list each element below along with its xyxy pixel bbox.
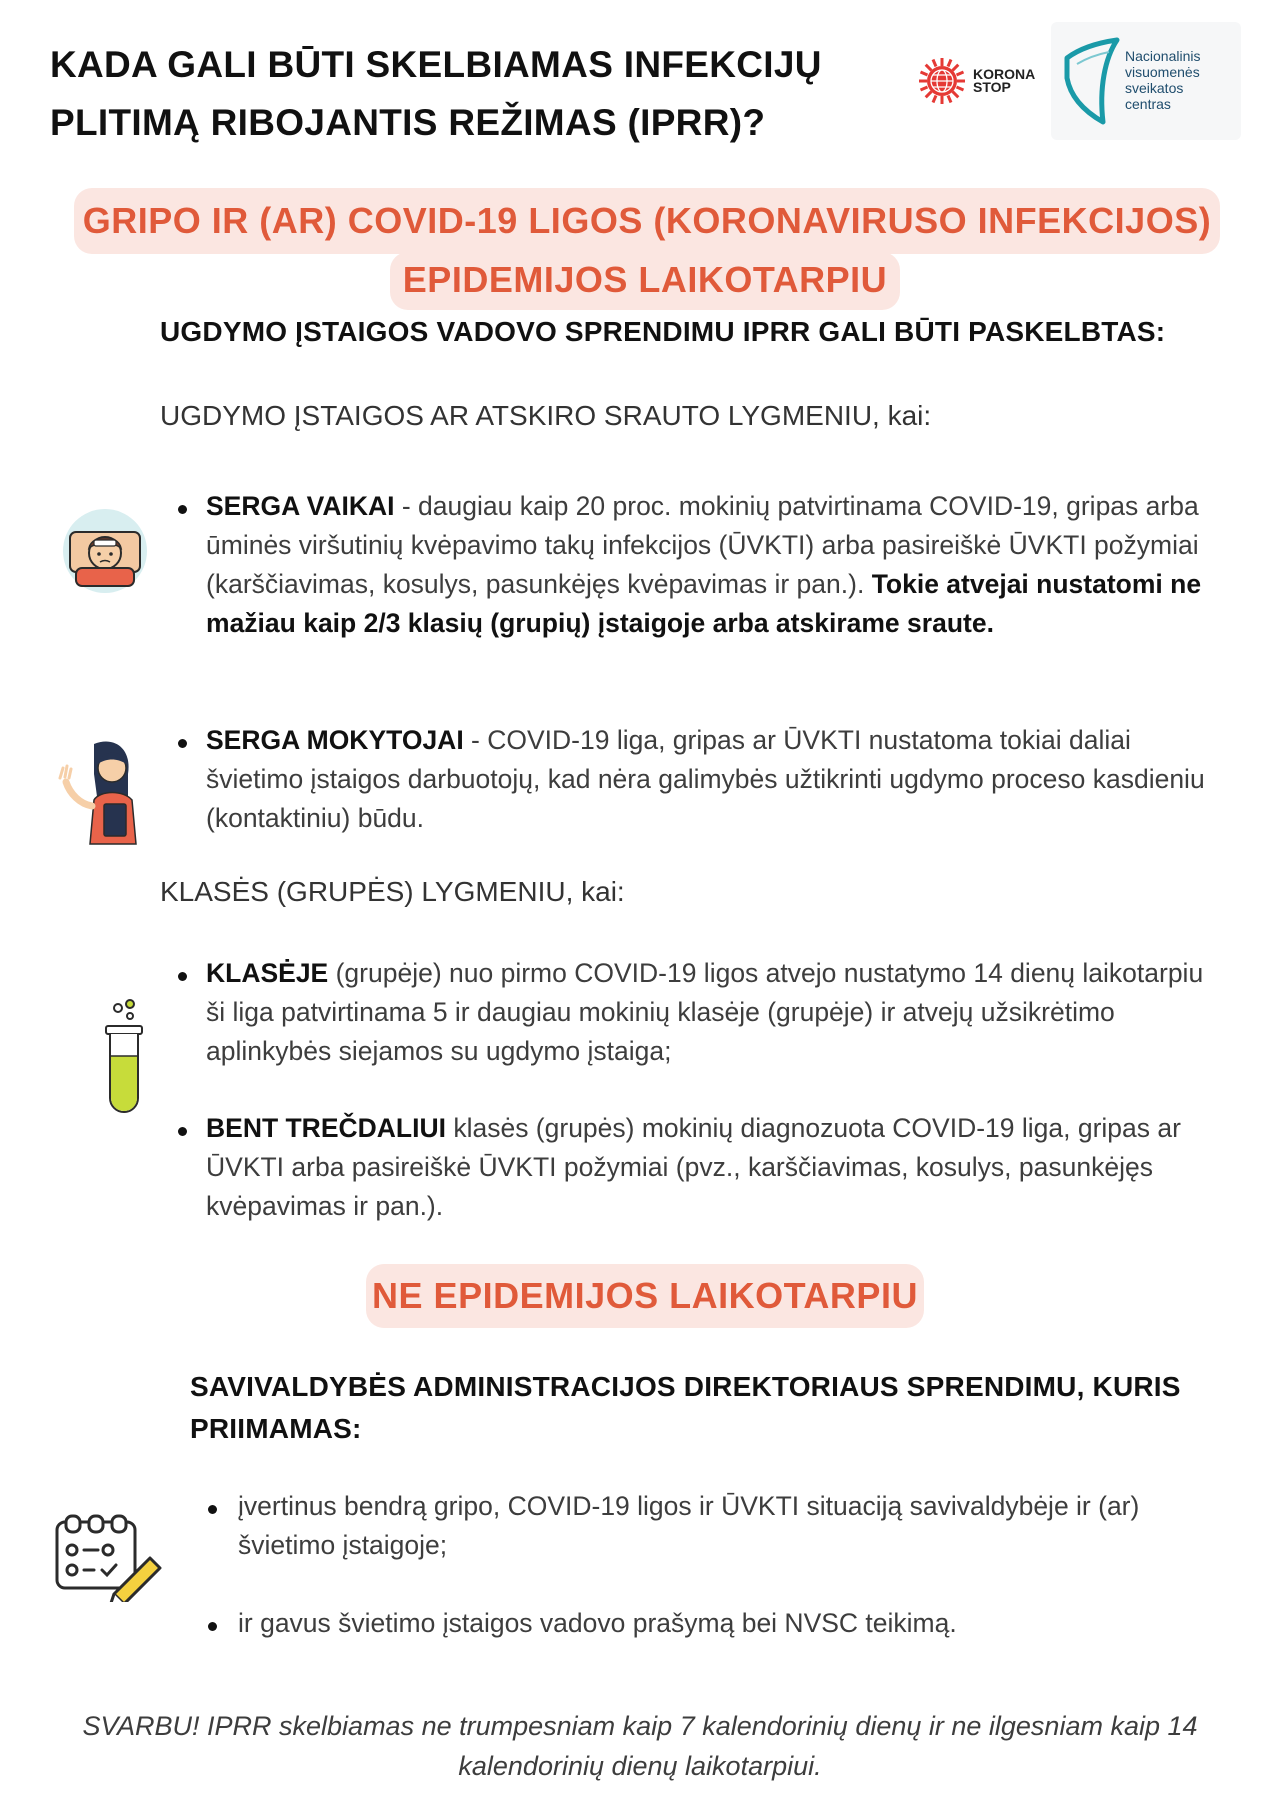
nvsc-logo-icon (1059, 36, 1121, 128)
institution-level-label: UGDYMO ĮSTAIGOS AR ATSKIRO SRAUTO LYGMENIU, kai: (160, 400, 932, 431)
bullet-one-third (206, 1109, 1226, 1226)
korona-text-line-2: STOP (973, 79, 1011, 95)
nvsc-text-line-2: visuomenės (1125, 64, 1200, 80)
korona-text-line-1: KORONA (973, 66, 1036, 82)
bullet-dot (178, 972, 187, 981)
nvsc-text-line-4: centras (1125, 96, 1171, 112)
logos (915, 22, 1245, 142)
important-note-line-2: kalendorinių dienų laikotarpiui. (458, 1751, 822, 1781)
section2-heading (190, 1366, 1250, 1450)
bullet-one-third-text: klasės (grupės) mokinių diagnozuota COVID-19 liga, gripas ar ŪVKTI arba pasireiškė ŪVKTI požymiai (pvz., karščiavimas, kosulys, pasunkėjęs kvėpavimas ir pan.). (206, 1113, 1181, 1221)
sick-child-icon (62, 508, 148, 594)
page-title-line-1: KADA GALI BŪTI SKELBIAMAS INFEKCIJŲ (50, 44, 822, 85)
section2-heading-line-2: PRIIMAMAS: (190, 1413, 362, 1444)
bullet-dot (178, 1127, 187, 1136)
non-epidemic-period-banner: NE EPIDEMIJOS LAIKOTARPIU (366, 1264, 924, 1328)
bullet-dot (178, 505, 187, 514)
bullet-dot (208, 1505, 217, 1514)
page-title (50, 36, 910, 152)
checklist-pencil-icon (54, 1512, 164, 1602)
bullet-in-class (206, 954, 1226, 1071)
epidemic-period-banner-line-1: GRIPO IR (AR) COVID-19 LIGOS (KORONAVIRUSO INFEKCIJOS) (74, 188, 1220, 254)
important-note-line-1: SVARBU! IPRR skelbiamas ne trumpesniam kaip 7 kalendorinių dienų ir ne ilgesniam kaip 14 (82, 1711, 1198, 1741)
epidemic-period-banner-line-2: EPIDEMIJOS LAIKOTARPIU (390, 252, 900, 310)
bullet-teachers-sick-title: SERGA MOKYTOJAI (206, 725, 464, 755)
section1-heading: UGDYMO ĮSTAIGOS VADOVO SPRENDIMU IPRR GALI BŪTI PASKELBTAS: (160, 316, 1166, 347)
bullet-situation-assessment: įvertinus bendrą gripo, COVID-19 ligos ir ŪVKTI situaciją savivaldybėje ir (ar) švietimo įstaigoje; (238, 1491, 1140, 1560)
test-tube-icon (100, 996, 150, 1118)
page-title-line-2: PLITIMĄ RIBOJANTIS REŽIMAS (IPRR)? (50, 102, 766, 143)
important-note (40, 1706, 1240, 1786)
nvsc-logo (1051, 22, 1241, 140)
bullet-in-class-title: KLASĖJE (206, 958, 329, 988)
class-level-label: KLASĖS (GRUPĖS) LYGMENIU, kai: (160, 876, 625, 907)
bullet-teachers-sick-text: - COVID-19 liga, gripas ar ŪVKTI nustatoma tokiai daliai švietimo įstaigos darbuotojų, kad nėra galimybės užtikrinti ugdymo proceso kasdieniu (kontaktiniu) būdu. (206, 725, 1205, 833)
teacher-icon (54, 734, 154, 846)
bullet-children-sick-title: SERGA VAIKAI (206, 491, 395, 521)
bullet-children-sick-emphasis: Tokie atvejai nustatomi ne mažiau kaip 2/3 klasių (grupių) įstaigoje arba atskirame sraute. (206, 569, 1202, 638)
korona-stop-logo-icon (915, 54, 969, 108)
section2-heading-line-1: SAVIVALDYBĖS ADMINISTRACIJOS DIREKTORIAUS SPRENDIMU, KURIS (190, 1371, 1181, 1402)
nvsc-text-line-1: Nacionalinis (1125, 48, 1201, 64)
bullet-one-third-title: BENT TREČDALIUI (206, 1113, 446, 1143)
bullet-children-sick (206, 487, 1226, 643)
korona-stop-logo-text (973, 68, 1035, 94)
bullet-dot (178, 739, 187, 748)
nvsc-logo-text (1125, 48, 1200, 112)
bullet-children-sick-text: - daugiau kaip 20 proc. mokinių patvirtinama COVID-19, gripas arba ūminės viršutinių kvėpavimo takų infekcijos (ŪVKTI) arba pasireiškė ŪVKTI požymiai (karščiavimas, kosulys, pasunkėjęs kvėpavimas ir pan.). (206, 491, 1199, 599)
bullet-dot (208, 1622, 217, 1631)
nvsc-text-line-3: sveikatos (1125, 80, 1184, 96)
bullet-teachers-sick (206, 721, 1226, 838)
bullet-in-class-text: (grupėje) nuo pirmo COVID-19 ligos atvejo nustatymo 14 dienų laikotarpiu ši liga patvirtinama 5 ir daugiau mokinių klasėje (grupėje) ir atvejų užsikrėtimo aplinkybės siejamos su ugdymo įstaiga; (206, 958, 1204, 1066)
bullet-request-received: ir gavus švietimo įstaigos vadovo prašymą bei NVSC teikimą. (238, 1608, 957, 1638)
